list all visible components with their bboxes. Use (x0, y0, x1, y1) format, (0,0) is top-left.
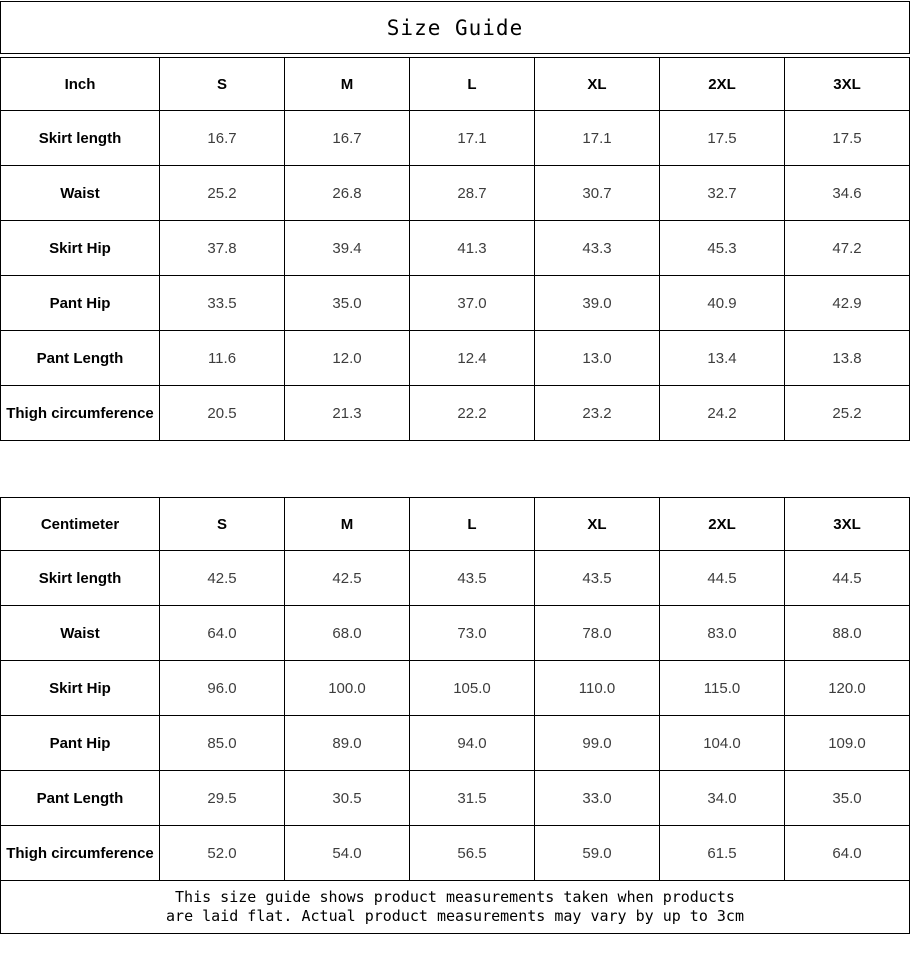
size-header: XL (535, 498, 660, 551)
measurement-cell: 16.7 (285, 111, 410, 166)
footer-note-line2: are laid flat. Actual product measurements may vary by up to 3cm (166, 907, 744, 925)
measurement-cell: 115.0 (660, 661, 785, 716)
measurement-cell: 32.7 (660, 166, 785, 221)
measurement-cell: 13.4 (660, 331, 785, 386)
measurement-cell: 42.9 (785, 276, 910, 331)
measurement-cell: 20.5 (160, 386, 285, 441)
measurement-cell: 13.8 (785, 331, 910, 386)
table-row (1, 276, 910, 331)
table-row (1, 661, 910, 716)
size-header: L (410, 498, 535, 551)
measurement-cell: 105.0 (410, 661, 535, 716)
row-label: Waist (1, 166, 160, 221)
size-header: M (285, 498, 410, 551)
table-row (1, 826, 910, 881)
size-header: S (160, 58, 285, 111)
header-row (1, 498, 910, 551)
measurement-cell: 12.4 (410, 331, 535, 386)
measurement-cell: 39.0 (535, 276, 660, 331)
measurement-cell: 34.6 (785, 166, 910, 221)
measurement-cell: 17.5 (785, 111, 910, 166)
measurement-cell: 120.0 (785, 661, 910, 716)
measurement-cell: 85.0 (160, 716, 285, 771)
measurement-cell: 35.0 (785, 771, 910, 826)
measurement-cell: 73.0 (410, 606, 535, 661)
row-label: Thigh circumference (1, 386, 160, 441)
measurement-cell: 96.0 (160, 661, 285, 716)
inch-size-table (0, 57, 910, 441)
title-box (0, 1, 910, 54)
footer-note (0, 881, 910, 934)
measurement-cell: 17.1 (410, 111, 535, 166)
row-label: Thigh circumference (1, 826, 160, 881)
measurement-cell: 11.6 (160, 331, 285, 386)
measurement-cell: 26.8 (285, 166, 410, 221)
table-row (1, 166, 910, 221)
measurement-cell: 43.3 (535, 221, 660, 276)
measurement-cell: 33.0 (535, 771, 660, 826)
measurement-cell: 31.5 (410, 771, 535, 826)
unit-header: Inch (1, 58, 160, 111)
measurement-cell: 25.2 (160, 166, 285, 221)
measurement-cell: 52.0 (160, 826, 285, 881)
table-row (1, 551, 910, 606)
measurement-cell: 64.0 (785, 826, 910, 881)
measurement-cell: 99.0 (535, 716, 660, 771)
measurement-cell: 56.5 (410, 826, 535, 881)
row-label: Waist (1, 606, 160, 661)
measurement-cell: 37.8 (160, 221, 285, 276)
measurement-cell: 34.0 (660, 771, 785, 826)
size-header: 3XL (785, 498, 910, 551)
size-header: 3XL (785, 58, 910, 111)
page-title: Size Guide (386, 15, 524, 40)
table-row (1, 221, 910, 276)
measurement-cell: 43.5 (535, 551, 660, 606)
header-row (1, 58, 910, 111)
measurement-cell: 83.0 (660, 606, 785, 661)
table-row (1, 606, 910, 661)
measurement-cell: 43.5 (410, 551, 535, 606)
measurement-cell: 33.5 (160, 276, 285, 331)
measurement-cell: 44.5 (785, 551, 910, 606)
row-label: Skirt Hip (1, 661, 160, 716)
measurement-cell: 42.5 (160, 551, 285, 606)
size-header: 2XL (660, 58, 785, 111)
centimeter-size-table (0, 497, 910, 881)
measurement-cell: 21.3 (285, 386, 410, 441)
measurement-cell: 78.0 (535, 606, 660, 661)
measurement-cell: 109.0 (785, 716, 910, 771)
measurement-cell: 39.4 (285, 221, 410, 276)
measurement-cell: 40.9 (660, 276, 785, 331)
size-header: M (285, 58, 410, 111)
size-header: 2XL (660, 498, 785, 551)
measurement-cell: 89.0 (285, 716, 410, 771)
footer-note-line1: This size guide shows product measurements taken when products (175, 888, 735, 906)
measurement-cell: 45.3 (660, 221, 785, 276)
measurement-cell: 47.2 (785, 221, 910, 276)
size-header: L (410, 58, 535, 111)
row-label: Skirt length (1, 551, 160, 606)
row-label: Pant Hip (1, 716, 160, 771)
table-row (1, 331, 910, 386)
measurement-cell: 12.0 (285, 331, 410, 386)
table-row (1, 771, 910, 826)
measurement-cell: 17.5 (660, 111, 785, 166)
unit-header: Centimeter (1, 498, 160, 551)
measurement-cell: 13.0 (535, 331, 660, 386)
measurement-cell: 61.5 (660, 826, 785, 881)
row-label: Pant Length (1, 771, 160, 826)
measurement-cell: 100.0 (285, 661, 410, 716)
table-row (1, 111, 910, 166)
measurement-cell: 30.5 (285, 771, 410, 826)
measurement-cell: 44.5 (660, 551, 785, 606)
measurement-cell: 64.0 (160, 606, 285, 661)
measurement-cell: 88.0 (785, 606, 910, 661)
measurement-cell: 35.0 (285, 276, 410, 331)
measurement-cell: 22.2 (410, 386, 535, 441)
measurement-cell: 110.0 (535, 661, 660, 716)
row-label: Skirt length (1, 111, 160, 166)
table-row (1, 386, 910, 441)
measurement-cell: 42.5 (285, 551, 410, 606)
measurement-cell: 23.2 (535, 386, 660, 441)
row-label: Skirt Hip (1, 221, 160, 276)
measurement-cell: 16.7 (160, 111, 285, 166)
measurement-cell: 94.0 (410, 716, 535, 771)
measurement-cell: 104.0 (660, 716, 785, 771)
measurement-cell: 17.1 (535, 111, 660, 166)
row-label: Pant Length (1, 331, 160, 386)
measurement-cell: 37.0 (410, 276, 535, 331)
measurement-cell: 25.2 (785, 386, 910, 441)
size-header: XL (535, 58, 660, 111)
measurement-cell: 68.0 (285, 606, 410, 661)
measurement-cell: 54.0 (285, 826, 410, 881)
measurement-cell: 24.2 (660, 386, 785, 441)
measurement-cell: 28.7 (410, 166, 535, 221)
table-row (1, 716, 910, 771)
size-header: S (160, 498, 285, 551)
row-label: Pant Hip (1, 276, 160, 331)
measurement-cell: 29.5 (160, 771, 285, 826)
table-gap (0, 441, 911, 497)
measurement-cell: 59.0 (535, 826, 660, 881)
measurement-cell: 30.7 (535, 166, 660, 221)
measurement-cell: 41.3 (410, 221, 535, 276)
